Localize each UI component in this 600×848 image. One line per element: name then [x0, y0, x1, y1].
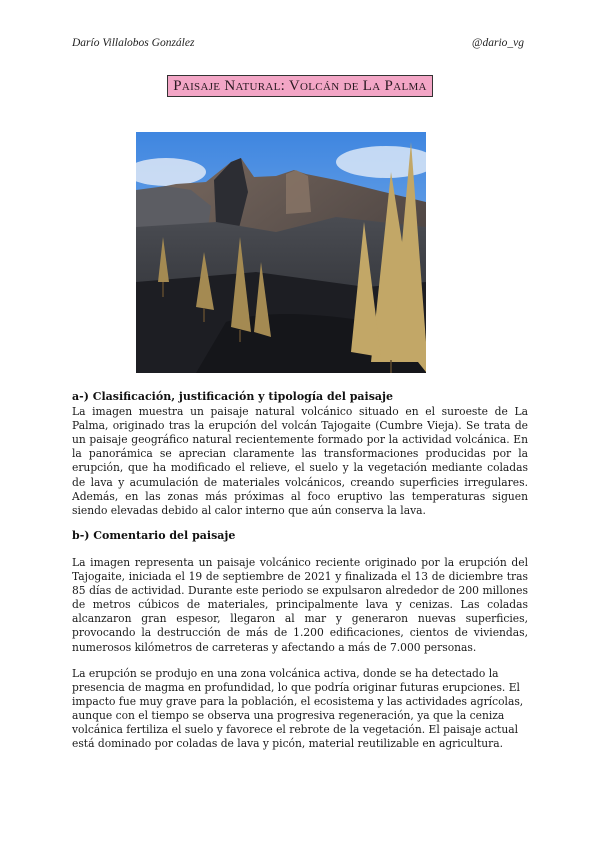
volcano-landscape-image	[136, 132, 426, 373]
page-title: Paisaje Natural: Volcán de La Palma	[167, 75, 433, 97]
section-b-paragraph-2: La erupción se produjo en una zona volcánica activa, donde se ha detectado la presencia de magma en profundidad, lo que podría originar futuras erupciones. El impacto fue muy grave para la población, el ecosistema y las actividades agrícolas, aunque con el tiempo se observa una progresiva regeneración, ya que la ceniza volcánica fertiliza el suelo y favorece el rebrote de la vegetación. El paisaje actual está dominado por coladas de lava y picón, material reutilizable en agricultura.	[72, 666, 524, 751]
volcano-photo	[136, 132, 426, 373]
main-content	[72, 390, 528, 751]
author-name: Darío Villalobos González	[72, 37, 195, 49]
section-a-heading: a-) Clasificación, justificación y tipología del paisaje	[72, 390, 393, 403]
section-b-heading: b-) Comentario del paisaje	[72, 528, 236, 542]
title-container	[0, 75, 600, 97]
author-handle: @dario_vg	[471, 37, 524, 49]
section-b-paragraph-1: La imagen representa un paisaje volcánico reciente originado por la erupción del Tajogaite, iniciada el 19 de septiembre de 2021 y finalizada el 13 de diciembre tras 85 días de actividad. Durante este periodo se expulsaron alrededor de 200 millones de metros cúbicos de materiales, principalmente lava y cenizas. Las coladas alcanzaron gran espesor, llegaron al mar y generaron nuevas superficies, provocando la destrucción de más de 1.200 edificaciones, cientos de viviendas, numerosos kilómetros de carreteras y afectando a más de 7.000 personas.	[72, 555, 528, 654]
section-a-paragraph: La imagen muestra un paisaje natural volcánico situado en el suroeste de La Palma, originado tras la erupción del volcán Tajogaite (Cumbre Vieja). Se trata de un paisaje geográfico natural recientemente formado por la actividad volcánica. En la panorámica se aprecian claramente las transformaciones producidas por la erupción, que ha modificado el relieve, el suelo y la vegetación mediante coladas de lava y acumulación de materiales volcánicos, creando superficies irregulares. Además, en las zonas más próximas al foco eruptivo las temperaturas siguen siendo elevadas debido al calor interno que aún conserva la lava.	[72, 405, 528, 517]
